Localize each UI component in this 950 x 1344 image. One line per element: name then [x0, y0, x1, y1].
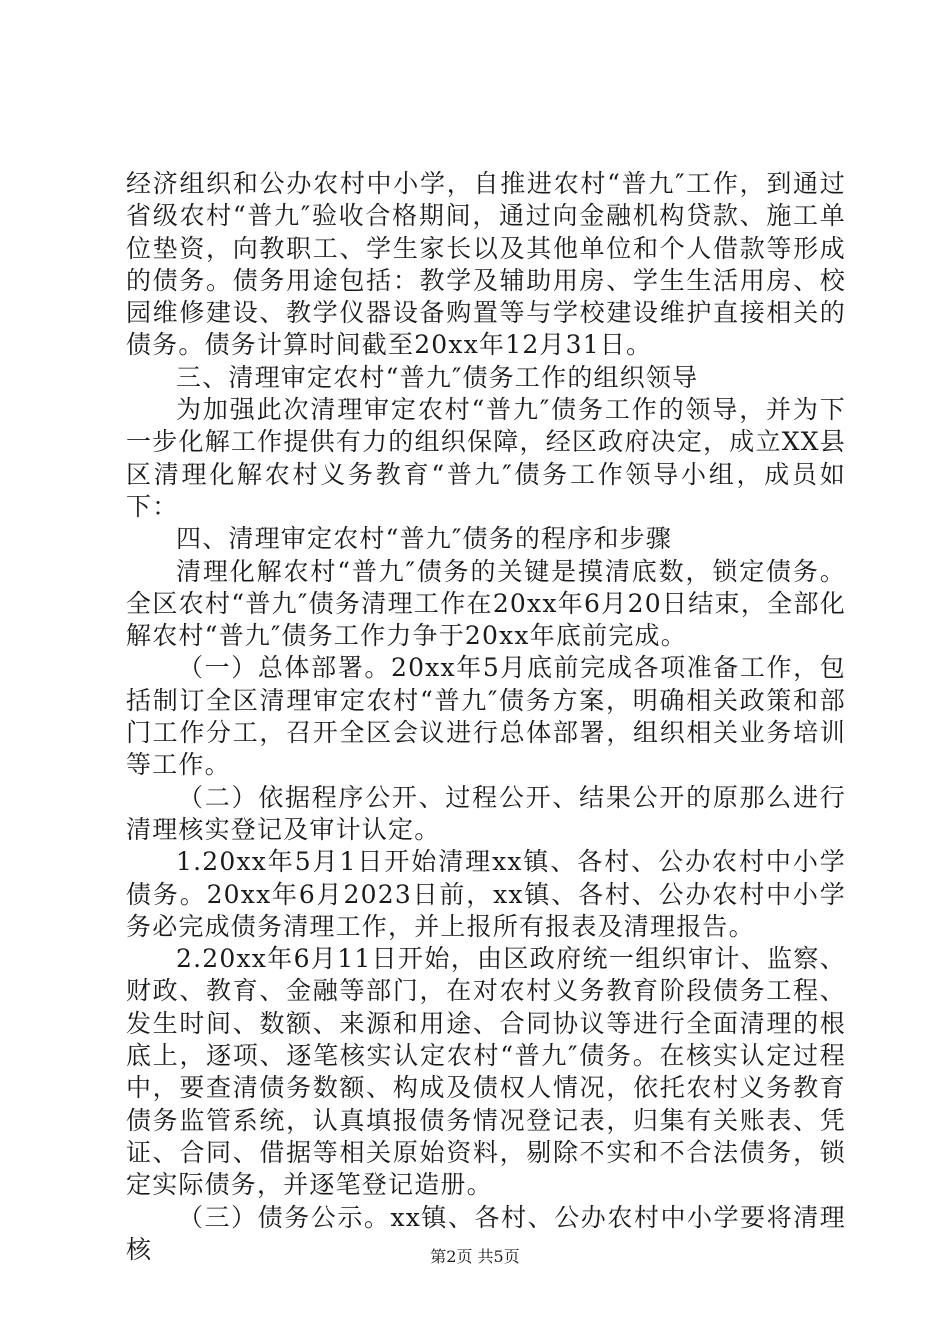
document-body	[126, 168, 846, 1266]
section-heading-3: 三、清理审定农村“普九″债务工作的组织领导	[176, 362, 699, 392]
section-heading-4: 四、清理审定农村“普九″债务的程序和步骤	[176, 524, 673, 554]
paragraph-debt-publicity: （三）债务公示。xx镇、各村、公办农村中小学要将清理核	[126, 1202, 846, 1264]
paragraph-step-2: 2.20xx年6月11日开始，由区政府统一组织审计、监察、财政、教育、金融等部门，在对农村义务教育阶段债务工程、发生时间、数额、来源和用途、合同协议等进行全面清理的根底上，逐项、逐笔核实认定农村“普九″债务。在核实认定过程中，要查清债务数额、构成及债权人情况，依托农村义务教育债务监管系统，认真填报债务情况登记表，归集有关账表、凭证、合同、借据等相关原始资料，剔除不实和不合法债务，锁定实际债务，并逐笔登记造册。	[126, 944, 846, 1200]
paragraph-leadership: 为加强此次清理审定农村“普九″债务工作的领导，并为下一步化解工作提供有力的组织保障，经区政府决定，成立XX县区清理化解农村义务教育“普九″债务工作领导小组，成员如下：	[126, 395, 846, 521]
paragraph-step-1: 1.20xx年5月1日开始清理xx镇、各村、公办农村中小学债务。20xx年6月2023日前，xx镇、各村、公办农村中小学务必完成债务清理工作，并上报所有报表及清理报告。	[126, 847, 846, 941]
paragraph-key-points: 清理化解农村“普九″债务的关键是摸清底数，锁定债务。全区农村“普九″债务清理工作在20xx年6月20日结束，全部化解农村“普九″债务工作力争于20xx年底前完成。	[126, 556, 846, 651]
page-footer	[0, 1244, 950, 1267]
paragraph-debt-scope: 经济组织和公办农村中小学，自推进农村“普九″工作，到通过省级农村“普九″验收合格期间，通过向金融机构贷款、施工单位垫资，向教职工、学生家长以及其他单位和个人借款等形成的债务。债务用途包括：教学及辅助用房、学生生活用房、校园维修建设、教学仪器设备购置等与学校建设维护直接相关的债务。债务计算时间截至20xx年12月31日。	[126, 169, 846, 360]
paragraph-overall-plan: （一）总体部署。20xx年5月底前完成各项准备工作，包括制订全区清理审定农村“普九″债务方案，明确相关政策和部门工作分工，召开全区会议进行总体部署，组织相关业务培训等工作。	[126, 653, 846, 780]
paragraph-verification: （二）依据程序公开、过程公开、结果公开的原那么进行清理核实登记及审计认定。	[126, 782, 846, 844]
page-number-label: 第2页 共5页	[430, 1247, 520, 1266]
